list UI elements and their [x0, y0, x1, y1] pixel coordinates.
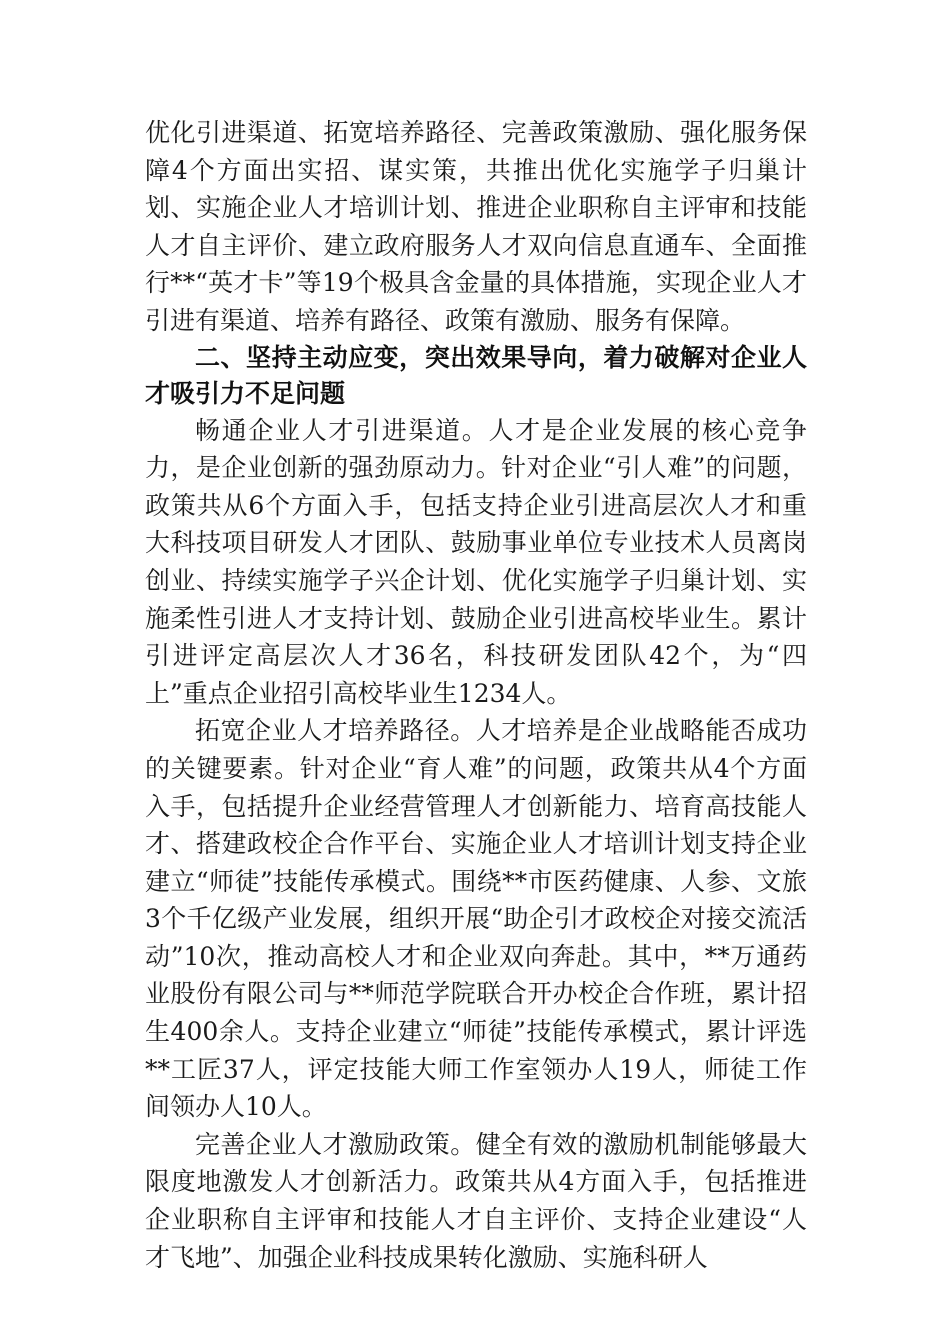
paragraph-training-paths: 拓宽企业人才培养路径。人才培养是企业战略能否成功的关键要素。针对企业“育人难”的问题，政策共从4个方面入手，包括提升企业经营管理人才创新能力、培育高技能人才、搭建政校企合作平台、实施企业人才培训计划支持企业建立“师徒”技能传承模式。围绕**市医药健康、人参、文旅3个千亿级产业发展，组织开展“助企引才政校企对接交流活动”10次，推动高校人才和企业双向奔赴。其中，**万通药业股份有限公司与**师范学院联合开办校企合作班，累计招生400余人。支持企业建立“师徒”技能传承模式，累计评选**工匠37人，评定技能大师工作室领办人19人，师徒工作间领办人10人。 [145, 716, 807, 1122]
section-heading-2: 二、坚持主动应变，突出效果导向，着力破解对企业人才吸引力不足问题 [145, 342, 807, 408]
document-body [145, 114, 807, 1276]
paragraph-incentive-policies: 完善企业人才激励政策。健全有效的激励机制能够最大限度地激发人才创新活力。政策共从4方面入手，包括推进企业职称自主评审和技能人才自主评价、支持企业建设“人才飞地”、加强企业科技成果转化激励、实施科研人 [145, 1129, 807, 1272]
paragraph-intro-continued: 优化引进渠道、拓宽培养路径、完善政策激励、强化服务保障4个方面出实招、谋实策，共推出优化实施学子归巢计划、实施企业人才培训计划、推进企业职称自主评审和技能人才自主评价、建立政府服务人才双向信息直通车、全面推行**“英才卡”等19个极具含金量的具体措施，实现企业人才引进有渠道、培养有路径、政策有激励、服务有保障。 [145, 118, 807, 335]
paragraph-recruitment-channels: 畅通企业人才引进渠道。人才是企业发展的核心竞争力，是企业创新的强劲原动力。针对企业“引人难”的问题，政策共从6个方面入手，包括支持企业引进高层次人才和重大科技项目研发人才团队、鼓励事业单位专业技术人员离岗创业、持续实施学子兴企计划、优化实施学子归巢计划、实施柔性引进人才支持计划、鼓励企业引进高校毕业生。累计引进评定高层次人才36名，科技研发团队42个，为“四上”重点企业招引高校毕业生1234人。 [145, 415, 807, 708]
